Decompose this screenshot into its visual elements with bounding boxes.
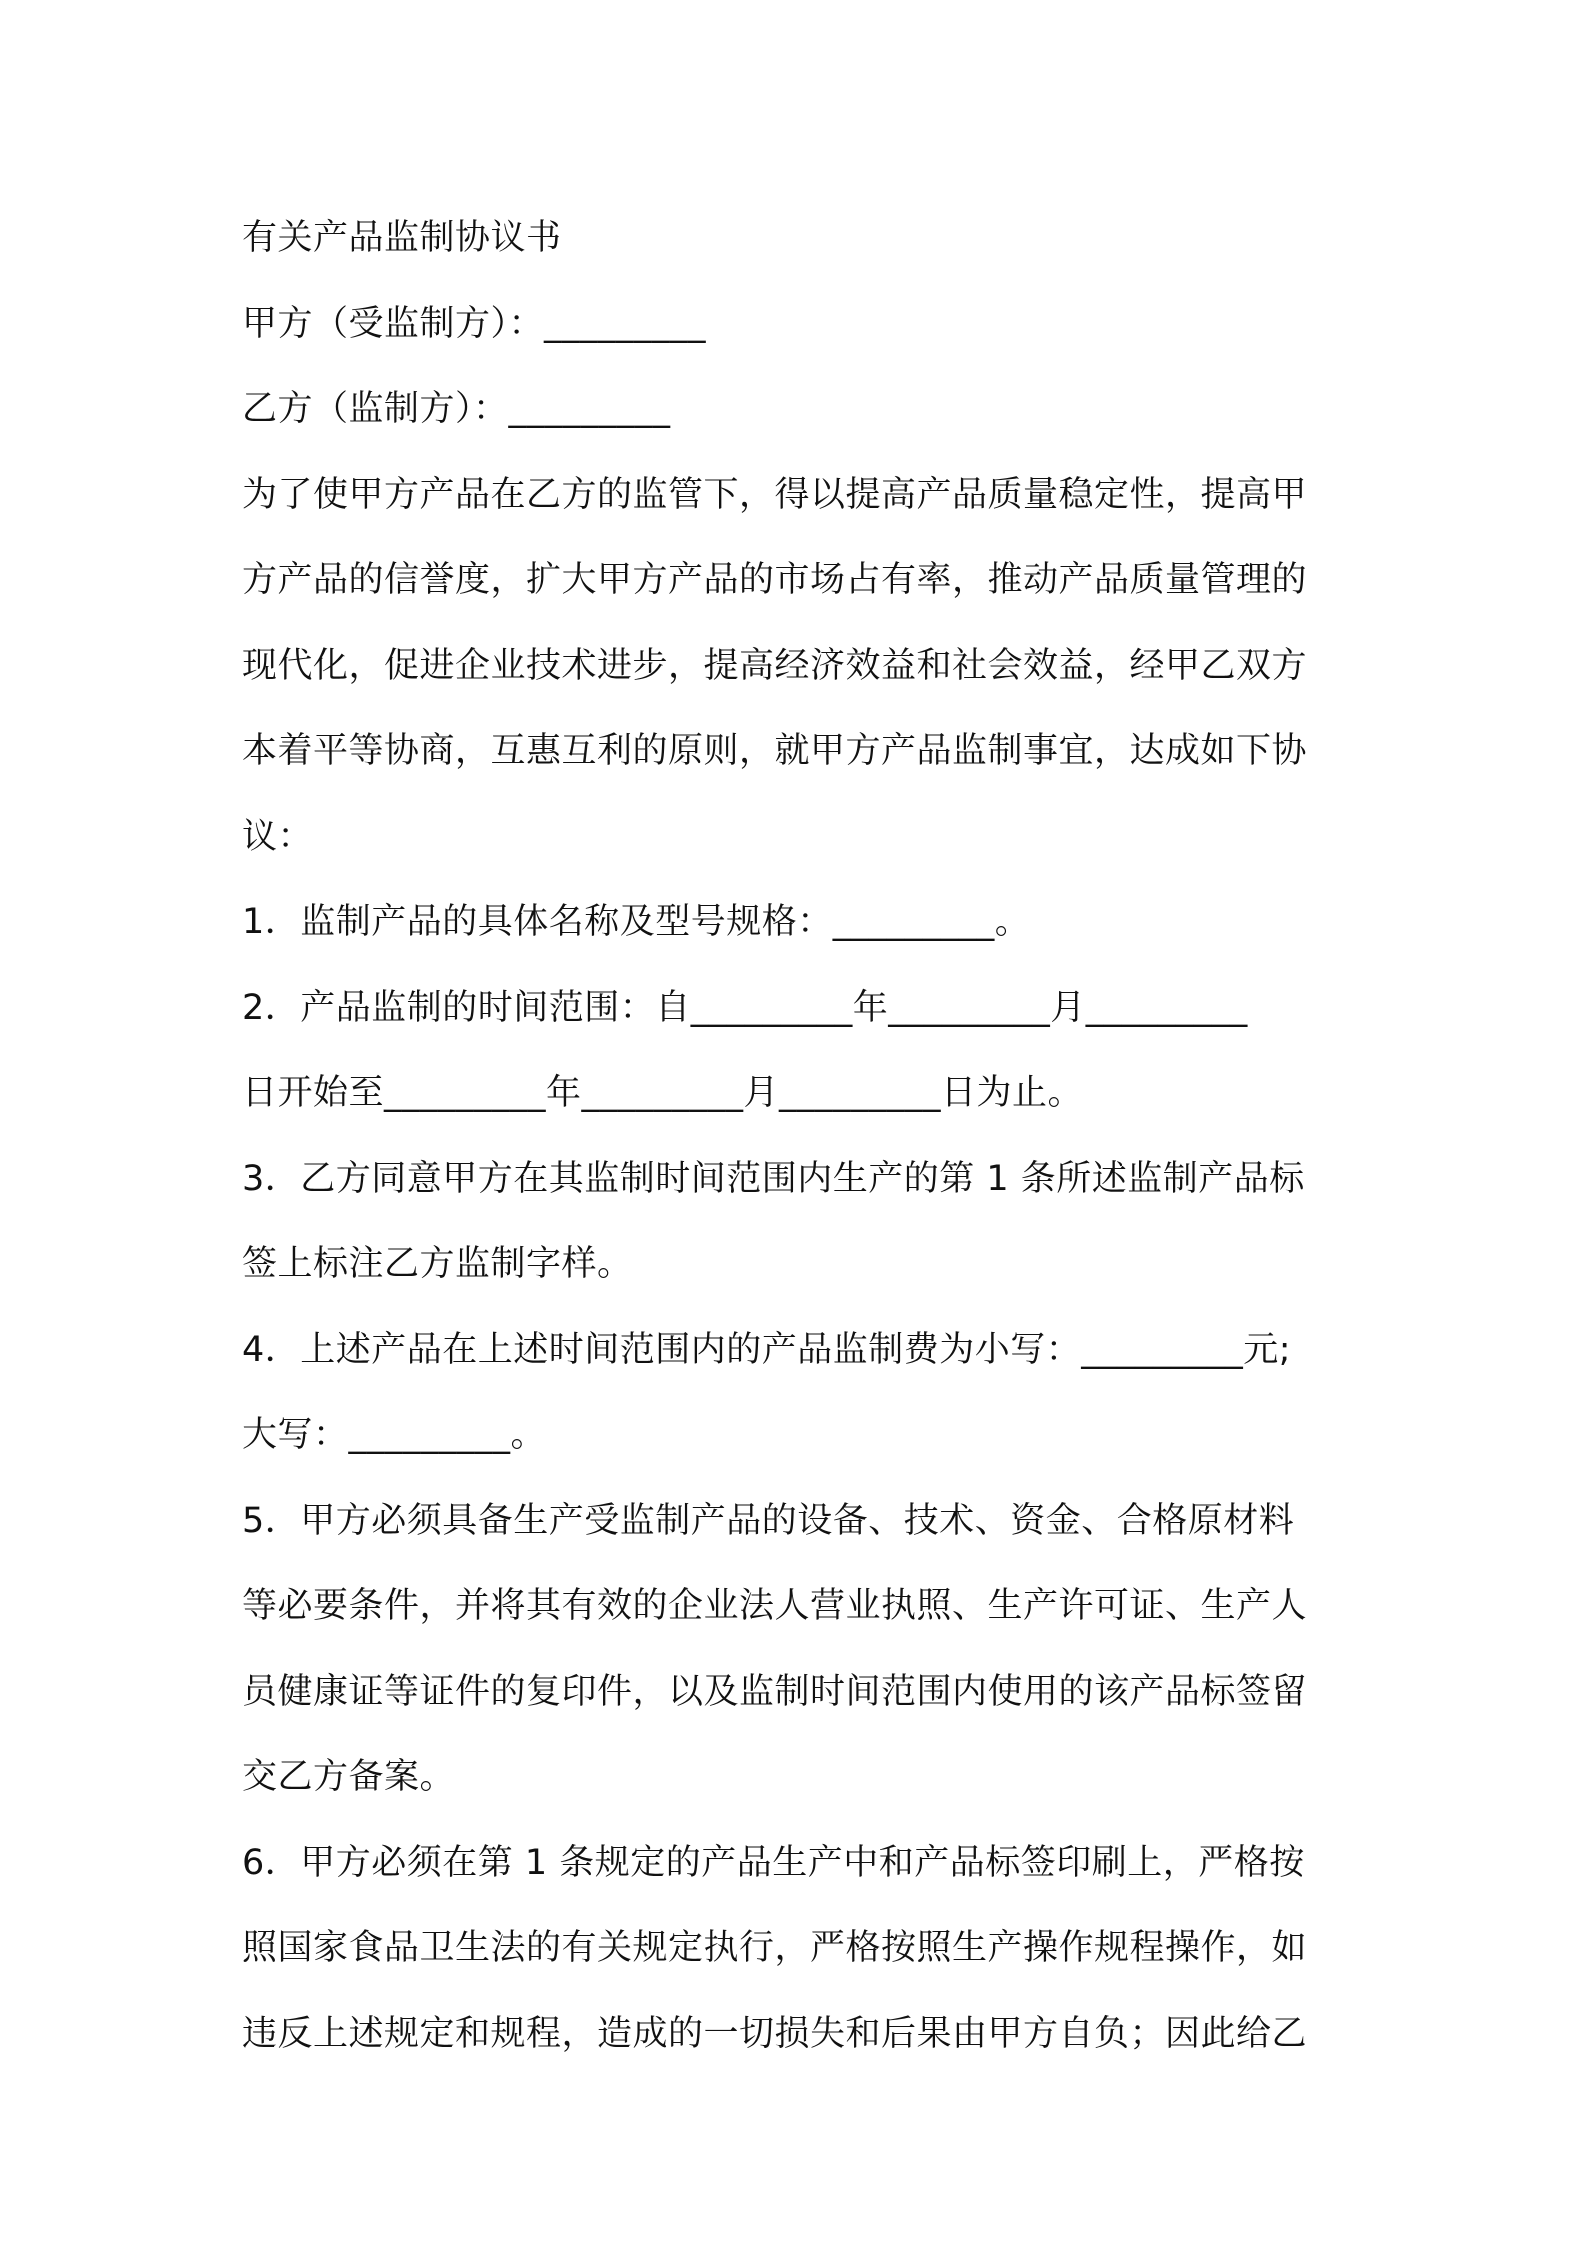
preamble-line-1: 为了使甲方产品在乙方的监管下，得以提高产品质量稳定性，提高甲 [242,474,1308,515]
clause-6-line-2: 照国家食品卫生法的有关规定执行，严格按照生产操作规程操作，如 [242,1928,1308,1968]
clause-5-line-3: 员健康证等证件的复印件，以及监制时间范围内使用的该产品标签留 [242,1671,1308,1712]
clause-2-line-1: 2．产品监制的时间范围：自_________年_________月_________ [242,987,1248,1028]
clause-6-line-3: 违反上述规定和规程，造成的一切损失和后果由甲方自负；因此给乙 [242,2013,1308,2054]
preamble-line-3: 现代化，促进企业技术进步，提高经济效益和社会效益，经甲乙双方 [242,645,1308,686]
clause-3-line-1: 3．乙方同意甲方在其监制时间范围内生产的第 1 条所述监制产品标 [242,1158,1305,1199]
preamble-line-5: 议： [242,816,314,857]
clause-1-line-1: 1．监制产品的具体名称及型号规格：_________。 [242,902,1031,942]
clause-3-line-2: 签上标注乙方监制字样。 [242,1244,633,1284]
preamble-line-2: 方产品的信誉度，扩大甲方产品的市场占有率，推动产品质量管理的 [242,560,1308,600]
clause-4-line-2: 大写：_________。 [242,1415,547,1455]
party-a-line: 甲方（受监制方）：_________ [242,303,707,344]
clause-5-line-1: 5．甲方必须具备生产受监制产品的设备、技术、资金、合格原材料 [242,1500,1295,1541]
preamble-line-4: 本着平等协商，互惠互利的原则，就甲方产品监制事宜，达成如下协 [242,731,1308,771]
clause-5-line-4: 交乙方备案。 [242,1757,456,1797]
clause-6-line-1: 6．甲方必须在第 1 条规定的产品生产中和产品标签印刷上，严格按 [242,1842,1305,1883]
clause-5-line-2: 等必要条件，并将其有效的企业法人营业执照、生产许可证、生产人 [242,1586,1308,1626]
clause-2-line-2: 日开始至_________年_________月_________日为止。 [242,1073,1084,1113]
document-title: 有关产品监制协议书 [242,218,562,258]
clause-4-line-1: 4．上述产品在上述时间范围内的产品监制费为小写：_________元; [242,1329,1292,1370]
party-b-line: 乙方（监制方）：_________ [242,389,671,429]
document-body [242,196,1362,2077]
